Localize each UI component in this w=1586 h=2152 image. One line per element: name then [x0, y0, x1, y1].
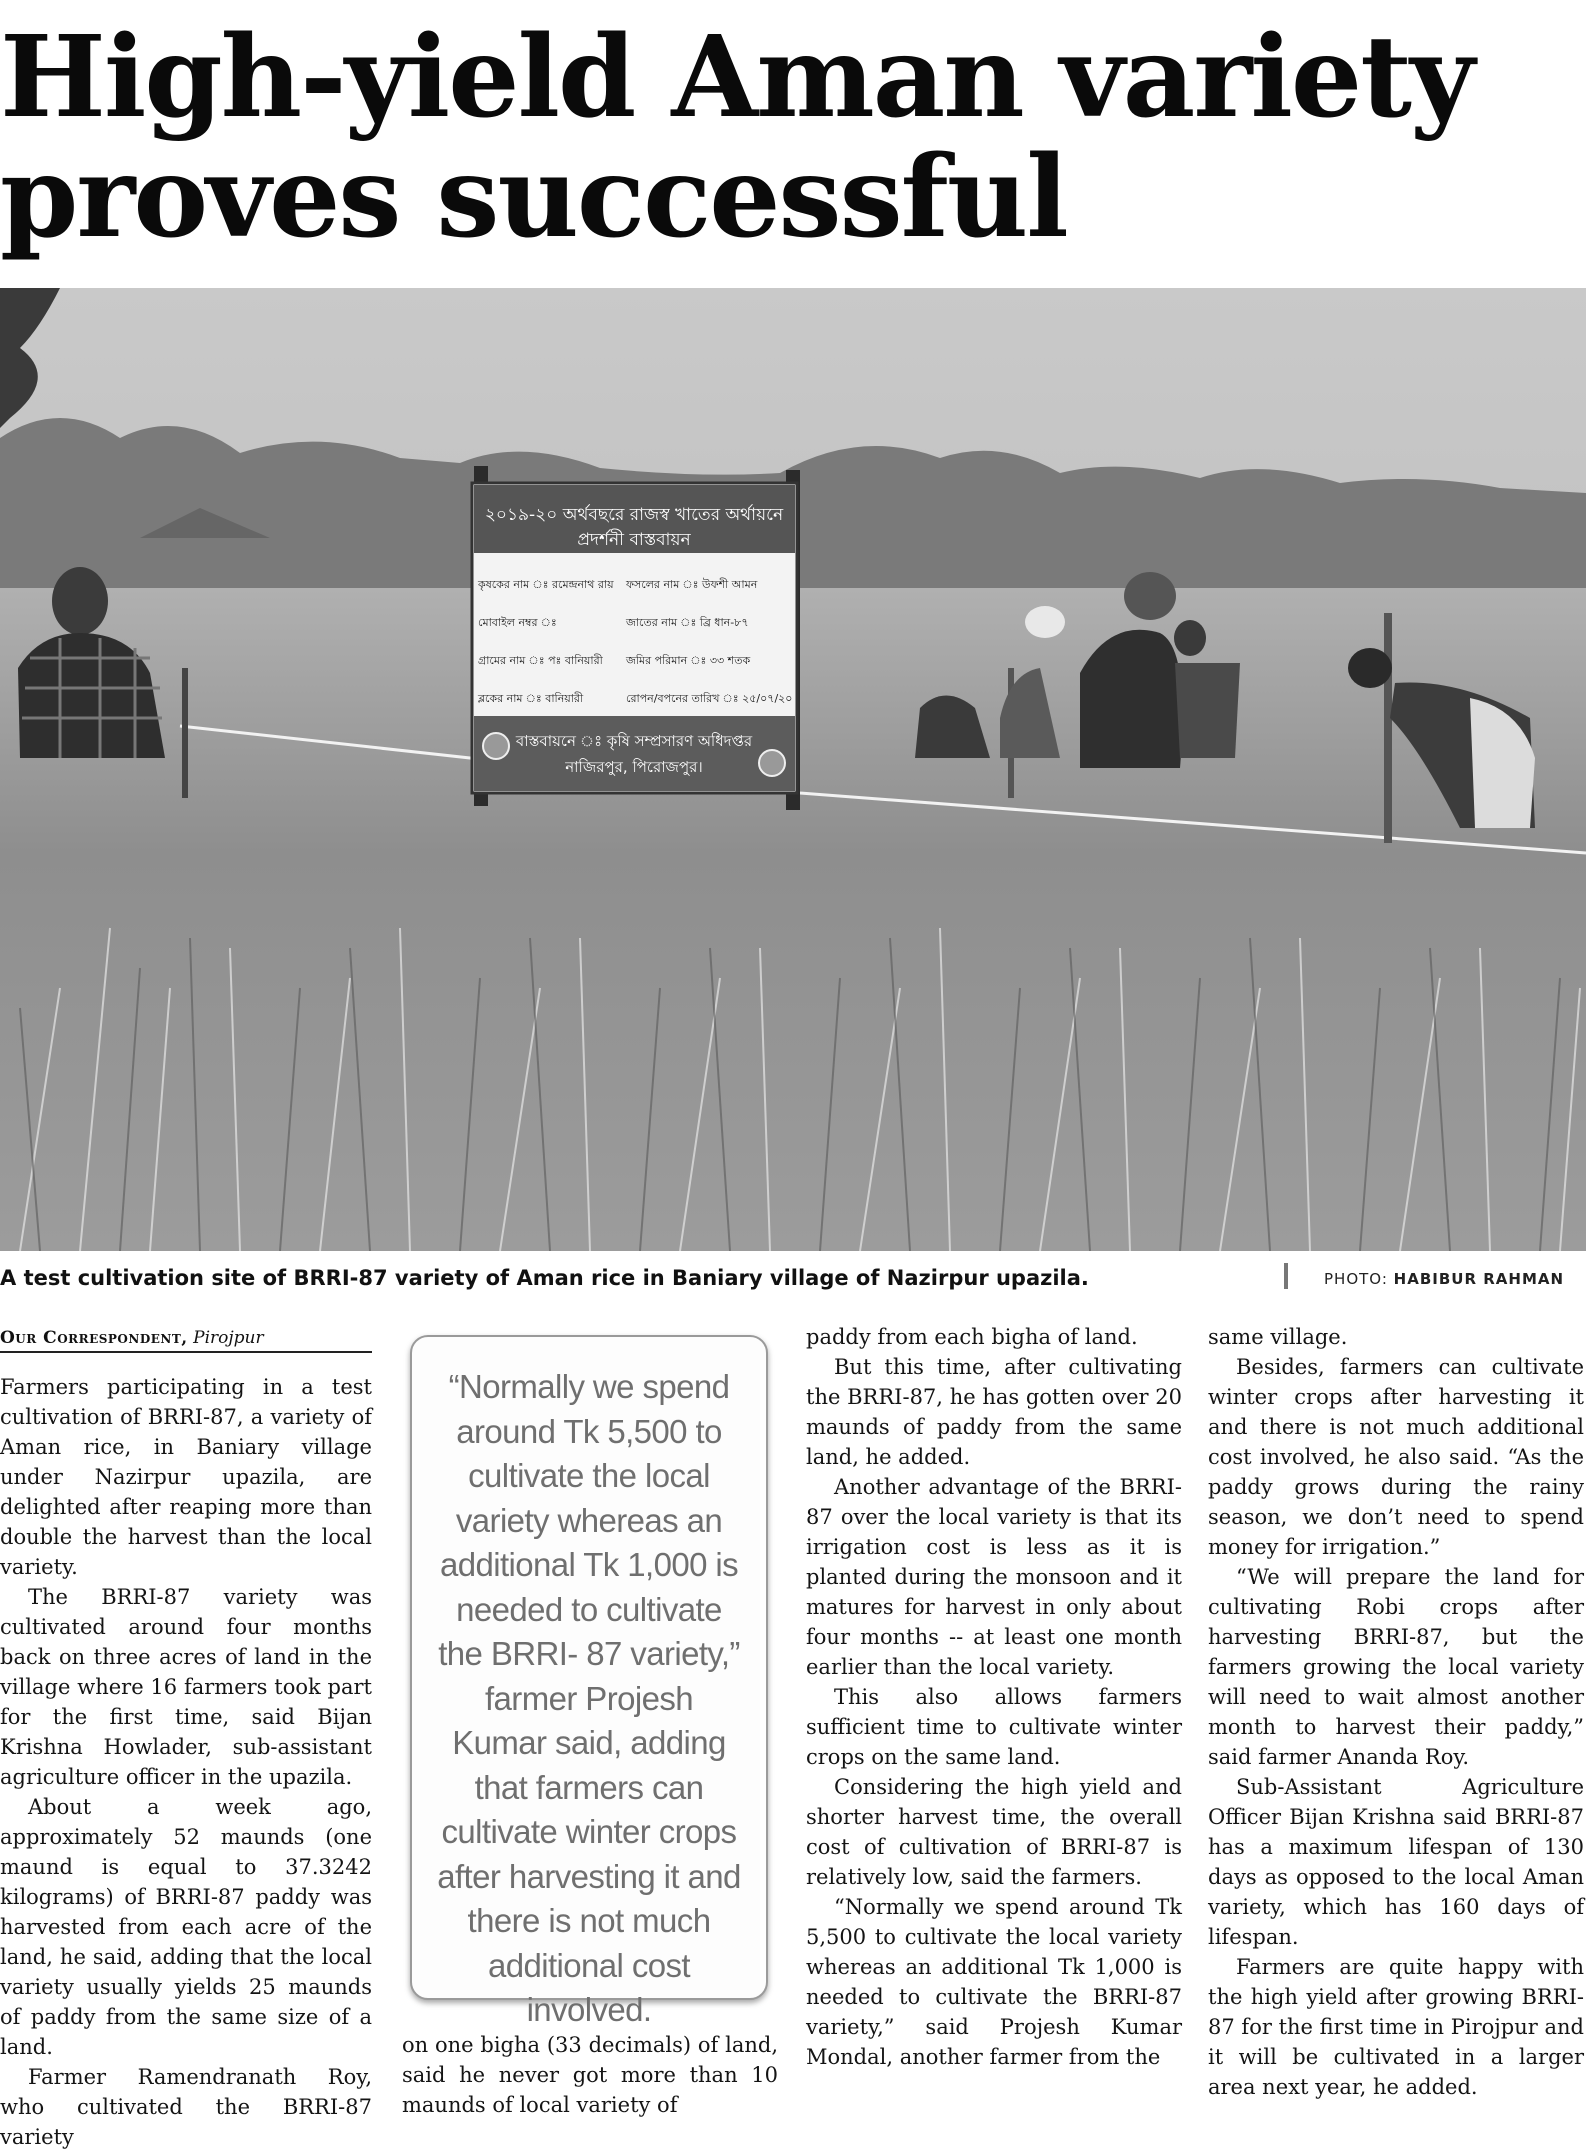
pull-quote-box — [410, 1335, 768, 2028]
paragraph: “We will prepare the land for cultivating Robi crops after harvesting BRRI-87, but the farmers growing the local variety will need to wait almost another month to harvest their paddy,” said farmer Ananda Roy. — [1208, 1565, 1584, 1769]
paragraph: The BRRI-87 variety was cultivated around four months back on three acres of land in the village where 16 farmers took part for the first time, said Bijan Krishna Howlader, sub-assistant agriculture officer in the upazila. — [0, 1585, 372, 1789]
sign-line: গ্রামের নাম ঃ পঃ বানিয়ারী — [478, 654, 603, 667]
pull-quote-text: “Normally we spend around Tk 5,500 to cultivate the local variety whereas an additional Tk 1,000 is needed to cultivate the BRRI- 87 variety,” farmer Projesh Kumar said, adding that farmers can cultivate winter crops after harvesting it and there is not much additional cost involved. — [437, 1368, 741, 2028]
sign-line: ২০১৯-২০ অর্থবছরে রাজস্ব খাতের অর্থায়নে — [484, 505, 784, 525]
paragraph: Sub-Assistant Agriculture Officer Bijan Krishna said BRRI-87 has a maximum lifespan of 130 days as opposed to the local Aman variety, which has 160 days of lifespan. — [1208, 1775, 1584, 1949]
paragraph: on one bigha (33 decimals) of land, said he never got more than 10 maunds of local variety of — [402, 2033, 778, 2117]
sign-line: নাজিরপুর, পিরোজপুর। — [565, 758, 703, 776]
sign-line: প্রদর্শনী বাস্তবায়ন — [577, 530, 691, 550]
sign-line: মোবাইল নম্বর ঃ — [478, 616, 557, 629]
byline — [0, 1328, 372, 1353]
sign-line: জাতের নাম ঃ ব্রি ধান-৮৭ — [626, 616, 749, 629]
paragraph: Besides, farmers can cultivate winter crops after harvesting it and there is not much additional cost involved, he also said. “As the paddy grows during the rainy season, we don’t need to spend money for irrigation.” — [1208, 1355, 1584, 1559]
paragraph: This also allows farmers sufficient time to cultivate winter crops on the same land. — [806, 1685, 1182, 1769]
credit-name: HABIBUR RAHMAN — [1393, 1270, 1565, 1288]
sign-line: কৃষকের নাম ঃ রমেন্দ্রনাথ রায় — [478, 578, 614, 591]
sign-line: বাস্তবায়নে ঃ কৃষি সম্প্রসারণ অধিদপ্তর — [515, 732, 753, 750]
article-column-1 — [0, 1372, 372, 2152]
paragraph: But this time, after cultivating the BRRI-87, he has gotten over 20 maunds of paddy from the same land, he added. — [806, 1355, 1182, 1469]
paragraph: Farmer Ramendranath Roy, who cultivated the BRRI-87 variety — [0, 2065, 372, 2149]
sign-line: ব্লকের নাম ঃ বানিয়ারী — [478, 692, 584, 705]
article-column-2 — [402, 2030, 778, 2120]
emblem-icon — [759, 750, 785, 776]
paragraph: Another advantage of the BRRI-87 over the local variety is that its irrigation cost is less as it is planted during the monsoon and it matures for harvest in only about four months -- at least one month earlier than the local variety. — [806, 1475, 1182, 1679]
credit-label: PHOTO: — [1324, 1270, 1388, 1288]
paragraph: “Normally we spend around Tk 5,500 to cultivate the local variety whereas an additional Tk 1,000 is needed to cultivate the BRRI-87 variety,” said Projesh Kumar Mondal, another farmer from the — [806, 1895, 1182, 2069]
byline-place: Pirojpur — [193, 1328, 264, 1348]
paragraph: Farmers are quite happy with the high yield after growing BRRI-87 for the first time in Pirojpur and it will be cultivated in a larger area next year, he added. — [1208, 1955, 1584, 2099]
paragraph: paddy from each bigha of land. — [806, 1325, 1138, 1349]
paragraph: Farmers participating in a test cultivation of BRRI-87, a variety of Aman rice, in Baniary village under Nazirpur upazila, are delighted after reaping more than double the harvest than the local variety. — [0, 1375, 372, 1579]
byline-author: Our Correspondent, — [0, 1328, 188, 1348]
sign-line: রোপন/বপনের তারিখ ঃ ২৫/০৭/২০ — [626, 692, 793, 705]
sign-line: জমির পরিমান ঃ ৩৩ শতক — [626, 654, 751, 667]
paragraph: About a week ago, approximately 52 maunds (one maund is equal to 37.3242 kilograms) of BRRI-87 paddy was harvested from each acre of the land, he said, adding that the local variety usually yields 25 maunds of paddy from the same size of a land. — [0, 1795, 372, 2059]
article-column-3 — [806, 1322, 1182, 2072]
rice-field-photo — [0, 288, 1586, 1251]
credit-divider — [1284, 1263, 1288, 1289]
emblem-icon — [483, 733, 509, 759]
headline: High-yield Aman variety proves successful — [0, 12, 1473, 263]
paragraph: Considering the high yield and shorter harvest time, the overall cost of cultivation of BRRI-87 is relatively low, said the farmers. — [806, 1775, 1182, 1889]
photo-caption: A test cultivation site of BRRI-87 variety of Aman rice in Baniary village of Nazirpur upazila. — [0, 1266, 1089, 1290]
article-column-4 — [1208, 1322, 1584, 2102]
paragraph: same village. — [1208, 1325, 1348, 1349]
photo-credit — [1324, 1270, 1564, 1288]
sign-line: ফসলের নাম ঃ উফশী আমন — [626, 578, 758, 591]
